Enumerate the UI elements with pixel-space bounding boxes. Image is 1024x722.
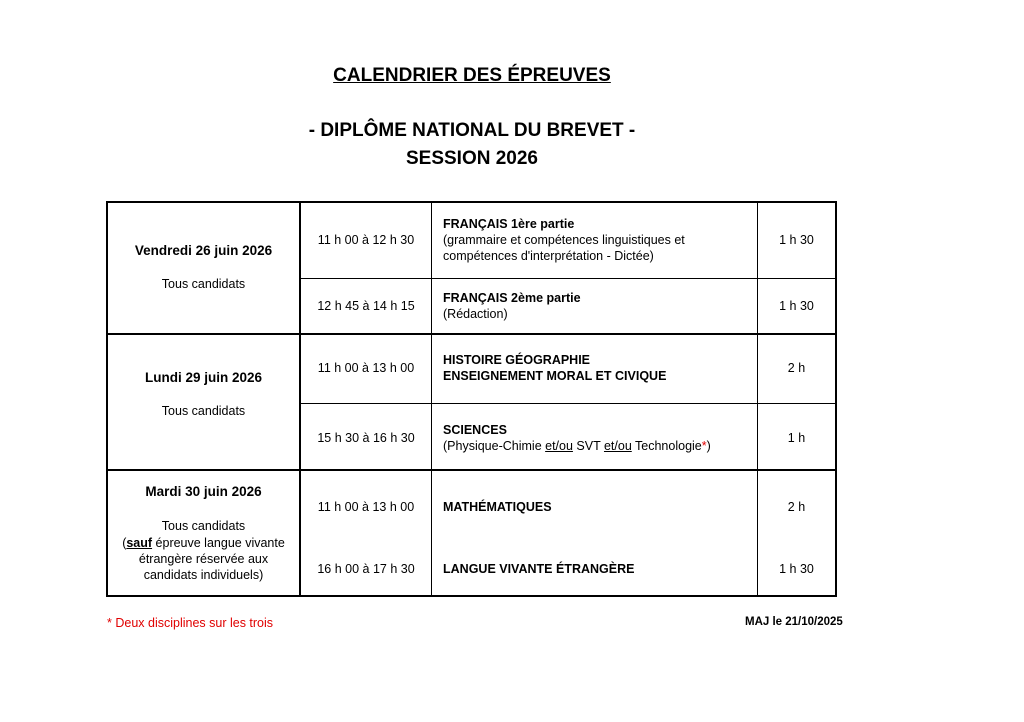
exam-time: 11 h 00 à 13 h 00 [317,500,415,514]
exam-subject: HISTOIRE GÉOGRAPHIE [443,353,591,367]
exam-subject-line2: ENSEIGNEMENT MORAL ET CIVIQUE [443,369,667,383]
day-date: Mardi 30 juin 2026 [145,484,262,499]
session-label: SESSION 2026 [405,148,539,169]
exam-subject-cell [443,352,748,384]
day-candidates: Tous candidats [161,404,246,418]
exam-detail: (Rédaction) [443,307,508,321]
exam-subject-cell [443,216,748,264]
exam-duration: 2 h [787,361,806,375]
exam-duration: 1 h [787,431,806,445]
exam-duration: 1 h 30 [779,562,814,576]
day-note: (sauf épreuve langue vivante étrangère réservée aux candidats individuels) [122,536,285,582]
exam-duration: 1 h 30 [779,233,814,247]
update-date: MAJ le 21/10/2025 [745,616,843,628]
page-title: CALENDRIER DES ÉPREUVES [333,65,611,86]
exam-subject: MATHÉMATIQUES [443,500,552,514]
exam-subject-cell [443,290,748,322]
exam-time: 12 h 45 à 14 h 15 [317,299,415,313]
footnote: * Deux disciplines sur les trois [107,616,274,630]
day-date: Lundi 29 juin 2026 [144,370,263,385]
exam-subject: FRANÇAIS 2ème partie [443,291,581,305]
exam-duration: 1 h 30 [779,299,814,313]
footnote-marker: * [701,439,707,453]
day-candidates: Tous candidats [161,519,246,533]
exam-subject: LANGUE VIVANTE ÉTRANGÈRE [443,562,635,576]
exam-time: 16 h 00 à 17 h 30 [317,562,415,576]
exam-detail: (grammaire et compétences linguistiques et compétences d'interprétation - Dictée) [443,233,685,263]
exam-time: 11 h 00 à 12 h 30 [317,233,415,247]
day-date: Vendredi 26 juin 2026 [134,243,273,258]
day-candidates: Tous candidats [161,277,246,291]
exam-detail: (Physique-Chimie et/ou SVT et/ou Technologie*) [443,439,711,453]
exam-time: 11 h 00 à 13 h 00 [317,361,415,375]
exam-subject: SCIENCES [443,423,507,437]
exam-schedule-table [106,201,837,597]
exam-name: - DIPLÔME NATIONAL DU BREVET - [308,120,636,141]
exam-subject-cell [443,422,753,454]
exam-time: 15 h 30 à 16 h 30 [317,431,415,445]
exam-subject: FRANÇAIS 1ère partie [443,217,575,231]
exam-duration: 2 h [787,500,806,514]
